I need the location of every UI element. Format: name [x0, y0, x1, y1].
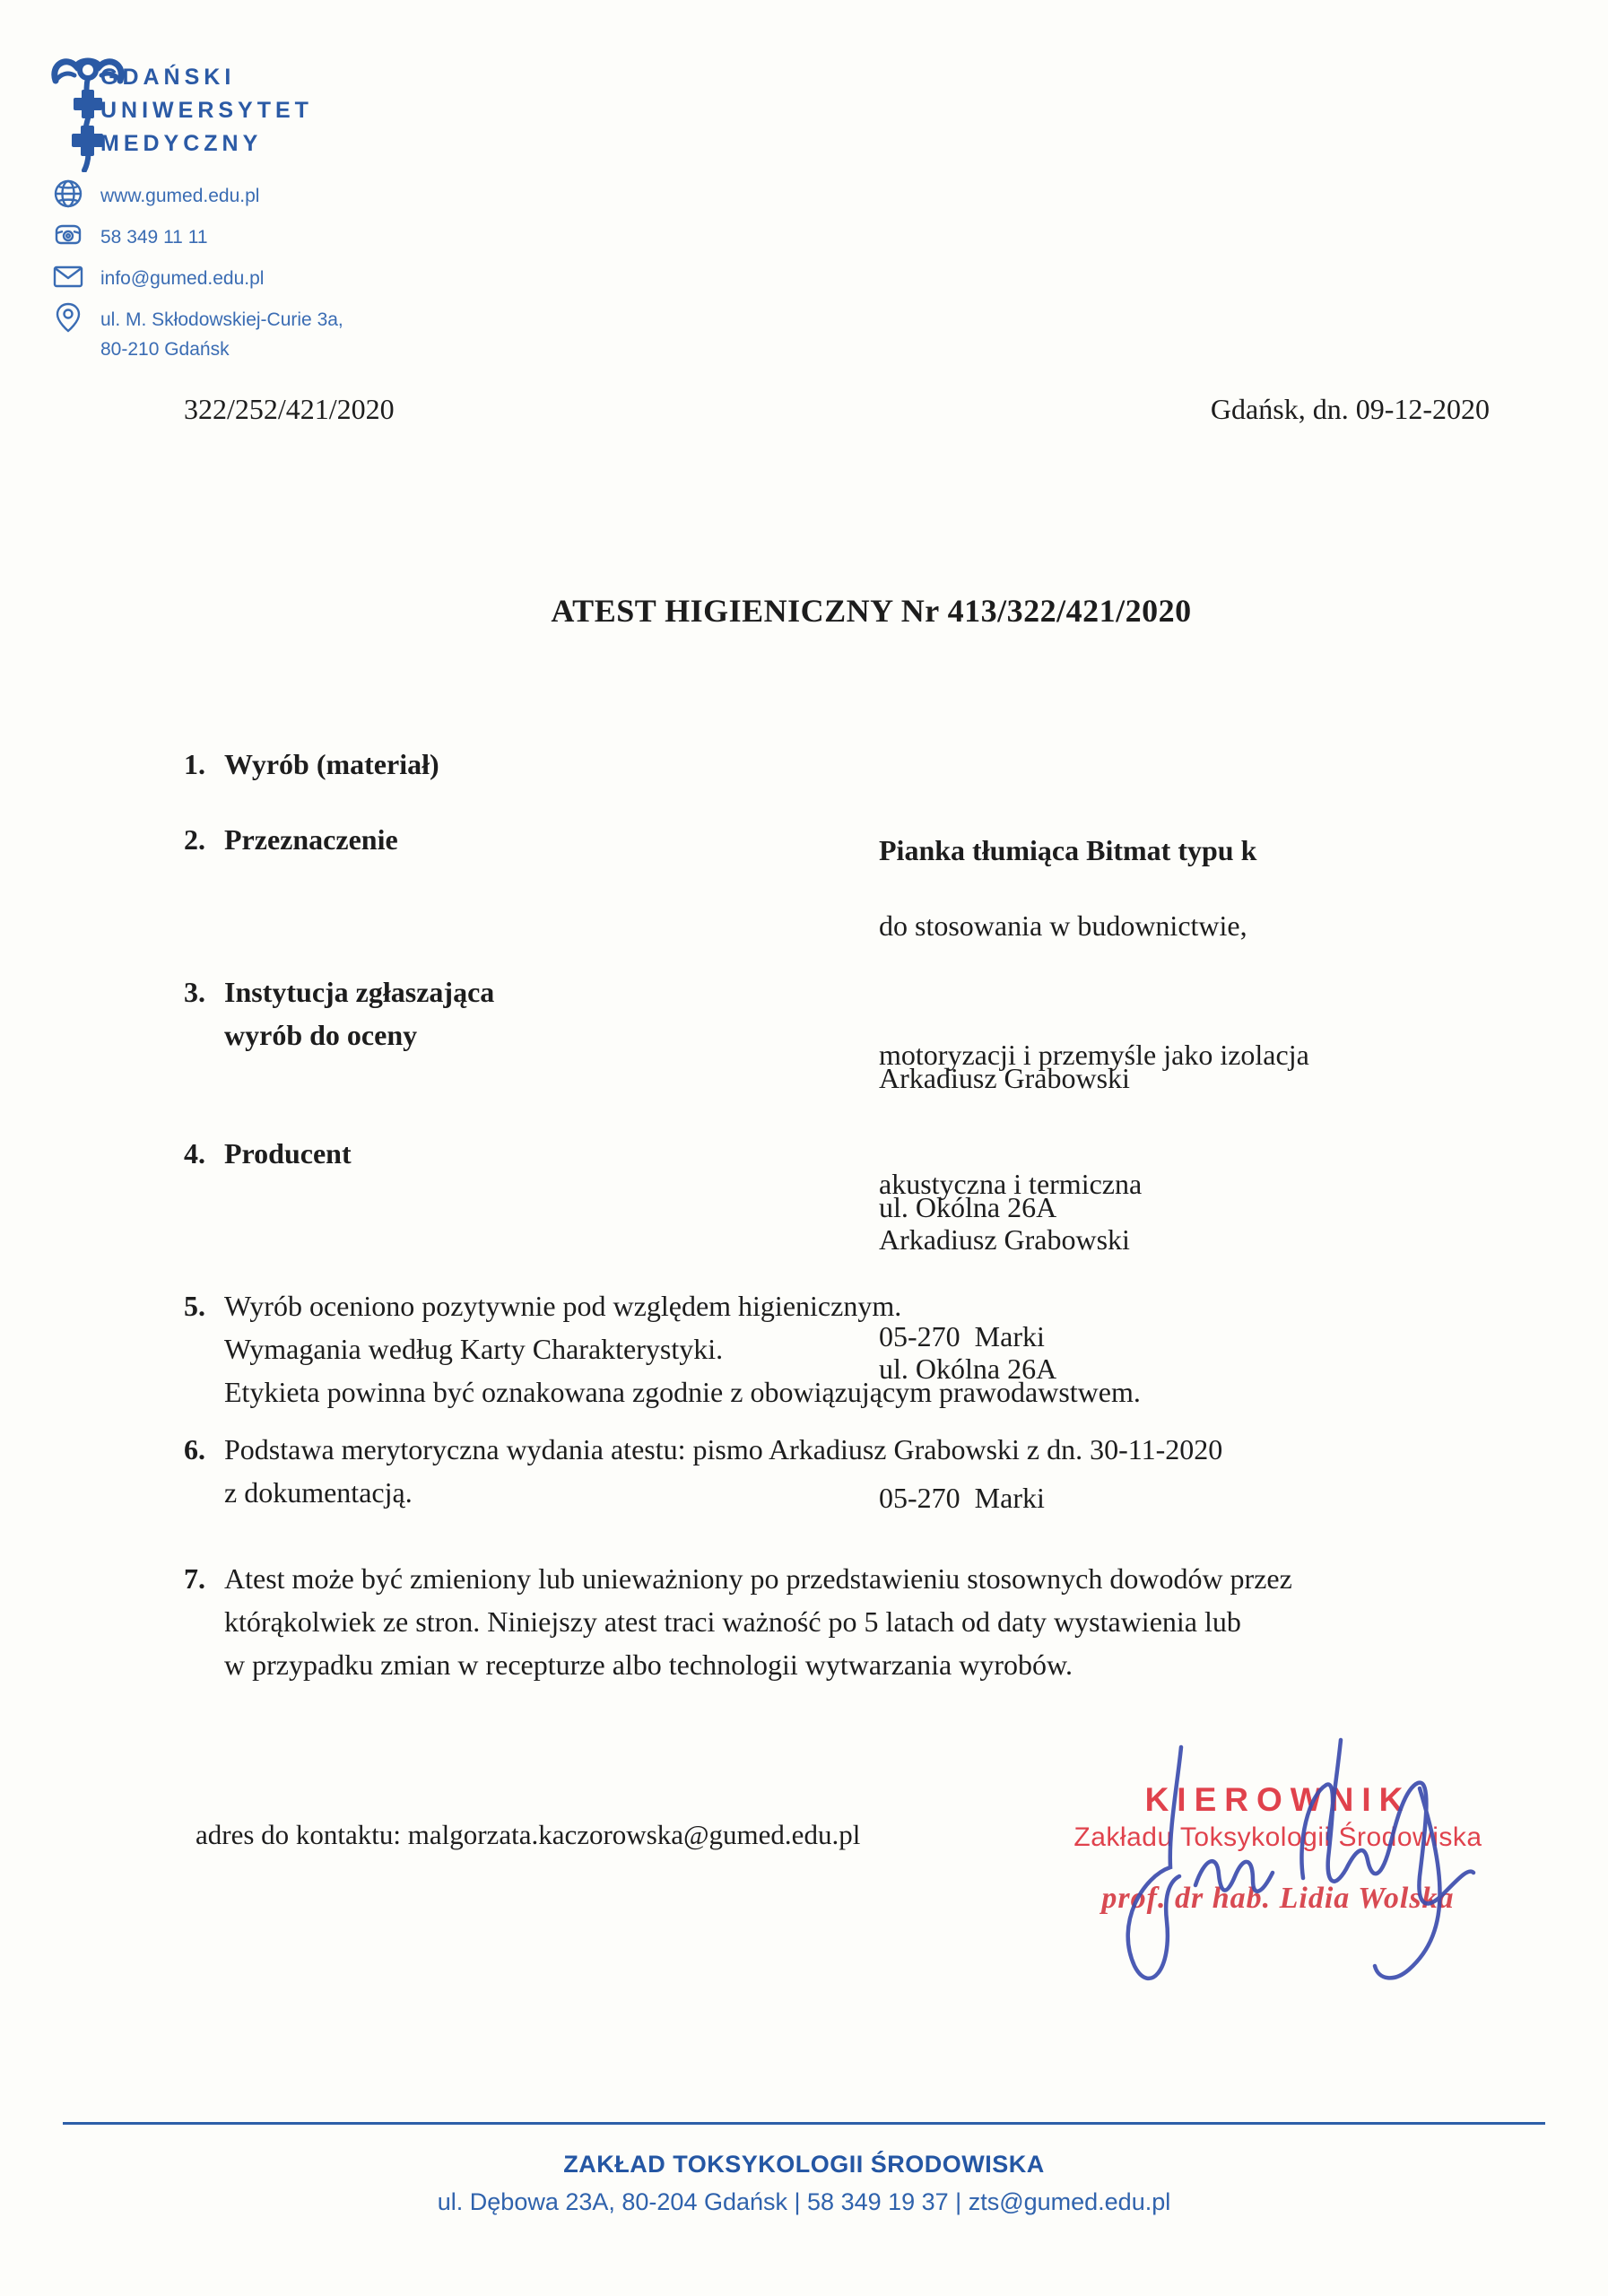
globe-icon	[52, 178, 86, 210]
value-line: Arkadiusz Grabowski	[879, 1223, 1130, 1256]
field-label-line2: wyrób do oceny	[224, 1019, 418, 1051]
address-line-2: 80-210 Gdańsk	[100, 339, 230, 360]
field-number: 4.	[184, 1137, 205, 1170]
email-text: info@gumed.edu.pl	[100, 268, 265, 289]
paragraph-line: Etykieta powinna być oznakowana zgodnie z obowiązującym prawodawstwem.	[224, 1376, 1141, 1408]
paragraph-line: Wyrób oceniono pozytywnie pod względem higienicznym.	[224, 1290, 902, 1322]
value-line: Arkadiusz Grabowski	[879, 1062, 1130, 1094]
org-line: GDAŃSKI	[100, 65, 236, 90]
contact-email-line: adres do kontaktu: malgorzata.kaczorowska@gumed.edu.pl	[196, 1819, 861, 1850]
stamp-title: KIEROWNIK	[1144, 1781, 1412, 1818]
value-line: 05-270 Marki	[879, 1482, 1045, 1514]
paragraph-number: 6.	[184, 1433, 205, 1465]
paragraph-line: w przypadku zmian w recepturze albo technologii wytwarzania wyrobów.	[224, 1648, 1073, 1681]
paragraph-number: 5.	[184, 1290, 205, 1322]
stamp-department: Zakładu Toksykologii Środowiska	[1073, 1822, 1482, 1852]
contact-row-phone	[52, 219, 343, 260]
field-label: Wyrób (materiał)	[224, 748, 439, 780]
address-line-1: ul. M. Skłodowskiej-Curie 3a,	[100, 309, 343, 330]
date-line: Gdańsk, dn. 09-12-2020	[1210, 393, 1490, 425]
paragraph-validity	[184, 1557, 1554, 1686]
field-label: Instytucja zgłaszająca	[224, 976, 495, 1008]
phone-icon	[52, 219, 86, 251]
value-line: Pianka tłumiąca Bitmat typu k	[879, 834, 1257, 866]
org-line: UNIWERSYTET	[100, 98, 313, 123]
footer-address: ul. Dębowa 23A, 80-204 Gdańsk | 58 349 19 37 | zts@gumed.edu.pl	[437, 2188, 1171, 2215]
reference-number: 322/252/421/2020	[184, 393, 395, 425]
envelope-icon	[52, 260, 86, 292]
field-number: 1.	[184, 748, 205, 780]
letterhead-contacts	[52, 178, 343, 373]
value-line: motoryzacji i przemyśle jako izolacja	[879, 1039, 1309, 1071]
university-name	[100, 61, 313, 161]
contact-row-address	[52, 301, 343, 373]
phone-text: 58 349 11 11	[100, 227, 208, 248]
paragraph-line: Wymagania według Karty Charakterystyki.	[224, 1333, 724, 1365]
paragraph-number: 7.	[184, 1562, 205, 1595]
org-line: MEDYCZNY	[100, 131, 263, 156]
approval-stamp	[1058, 1781, 1498, 1916]
value-line: ul. Okólna 26A	[879, 1191, 1057, 1223]
contact-row-website	[52, 178, 343, 219]
value-line: akustyczna i termiczna	[879, 1168, 1143, 1200]
paragraph-line: Atest może być zmieniony lub unieważniony po przedstawieniu stosownych dowodów przez	[224, 1562, 1292, 1595]
field-number: 2.	[184, 823, 205, 856]
footer-department: ZAKŁAD TOKSYKOLOGII ŚRODOWISKA	[563, 2151, 1045, 2178]
cross-upper	[74, 90, 102, 118]
paragraph-basis	[184, 1428, 1554, 1514]
field-number: 3.	[184, 976, 205, 1008]
cross-lower	[72, 126, 103, 156]
value-line: 05-270 Marki	[879, 1320, 1045, 1352]
paragraph-line: Podstawa merytoryczna wydania atestu: pismo Arkadiusz Grabowski z dn. 30-11-2020	[224, 1433, 1223, 1465]
contact-row-email	[52, 260, 343, 301]
document-title: ATEST HIGIENICZNY Nr 413/322/421/2020	[551, 593, 1192, 629]
location-pin-icon	[52, 301, 86, 334]
paragraph-assessment	[184, 1284, 1554, 1413]
footer-divider	[63, 2122, 1545, 2125]
signatory-name: prof. dr hab. Lidia Wolska	[1101, 1882, 1455, 1915]
address-text	[100, 301, 343, 364]
value-line: ul. Okólna 26A	[879, 1352, 1057, 1385]
paragraph-line: którąkolwiek ze stron. Niniejszy atest traci ważność po 5 latach od daty wystawienia lub	[224, 1605, 1241, 1638]
field-label: Producent	[224, 1137, 352, 1170]
paragraph-line: z dokumentacją.	[224, 1476, 413, 1509]
value-line: do stosowania w budownictwie,	[879, 909, 1247, 942]
website-text: www.gumed.edu.pl	[100, 186, 260, 206]
field-label: Przeznaczenie	[224, 823, 398, 856]
